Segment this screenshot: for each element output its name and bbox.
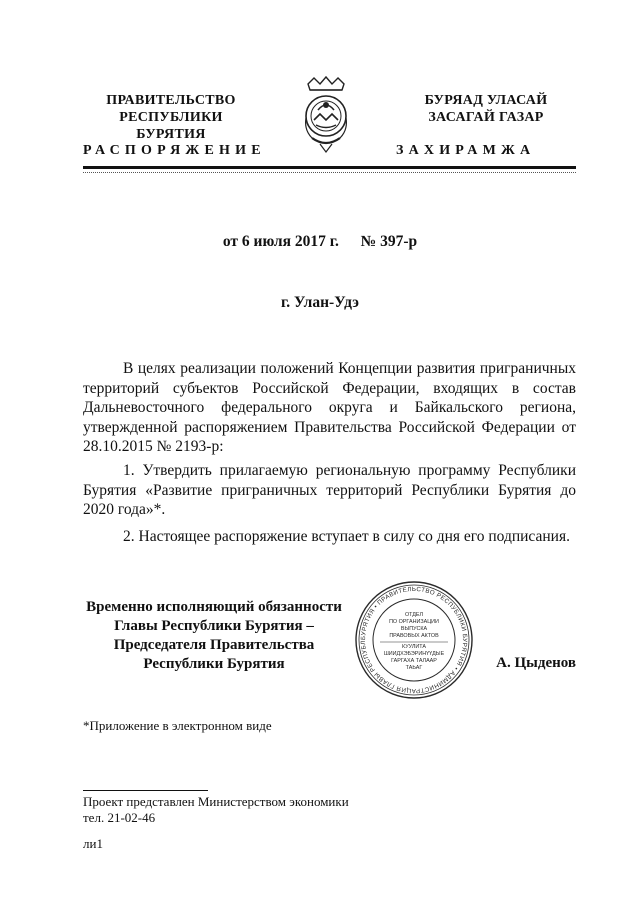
document-city: г. Улан-Удэ	[280, 294, 359, 311]
document-date: от 6 июля 2017 г.	[222, 233, 339, 250]
stamp-line-2: ПО ОРГАНИЗАЦИИ	[389, 619, 439, 625]
header-right-line1: БУРЯАД УЛАСАЙ	[424, 93, 548, 108]
emblem-icon	[298, 74, 354, 156]
signatory-title-line2: Главы Республики Бурятия –	[114, 618, 314, 634]
signatory-title-line3: Председателя Правительства	[113, 637, 315, 653]
header-rule-thick	[83, 166, 576, 169]
project-note: Проект представлен Министерством экономики	[83, 794, 349, 809]
stamp-line-6: ШИИДХЭБЭРИНҮҮДЫЕ	[383, 651, 445, 657]
stamp-line-5: КУУЛИТА	[402, 644, 426, 650]
item-2-paragraph: 2. Настоящее распоряжение вступает в силу со дня его подписания.	[123, 528, 570, 545]
footnote-separator	[83, 790, 208, 791]
header-rule-thin	[83, 172, 576, 174]
signatory-title	[83, 598, 345, 674]
signatory-title-line4: Республики Бурятия	[143, 656, 285, 672]
intro-paragraph: В целях реализации положений Концепции развития приграничных территорий субъектов Российской Федерации, входящих в состав Дальневосточного федерального округа и Байкальского региона, утвержденной распоряжением Правительства Российской Федерации от 28.10.2015 № 2193-р:	[83, 360, 576, 455]
stamp-line-4: ПРАВОВЫХ АКТОВ	[389, 633, 439, 639]
item-1-paragraph: 1. Утвердить прилагаемую региональную программу Республики Бурятия «Развитие приграничных территорий Республики Бурятия до 2020 года»*.	[83, 462, 576, 518]
document-number: № 397-р	[360, 233, 418, 250]
document-date-number	[0, 233, 640, 251]
coat-of-arms-emblem	[298, 74, 354, 156]
header-left-line1: ПРАВИТЕЛЬСТВО	[106, 93, 236, 108]
stamp-ring-text: БУРЯТИЯ • ПРАВИТЕЛЬСТВО РЕСПУБЛИКИ БУРЯТИЯ • АДМИНИСТРАЦИЯ ГЛАВЫ РЕСПУБЛ	[359, 585, 469, 695]
signatory-title-line1: Временно исполняющий обязанности	[86, 599, 342, 615]
phone-note: тел. 21-02-46	[83, 810, 156, 825]
stamp-line-8: ТАЬАГ	[405, 665, 423, 671]
appendix-note: *Приложение в электронном виде	[83, 718, 272, 733]
executor-initials: ли1	[83, 836, 103, 851]
stamp-line-3: ВЫПУСКА	[400, 626, 428, 632]
header-right-line2: ЗАСАГАЙ ГАЗАР	[428, 110, 544, 125]
official-stamp	[354, 580, 474, 700]
header-left-line2: РЕСПУБЛИКИ БУРЯТИЯ	[119, 110, 223, 142]
stamp-line-7: ГАРГАХА ТАЛААР	[391, 658, 437, 664]
document-type-ru: РАСПОРЯЖЕНИЕ	[83, 143, 266, 158]
document-type-bua: ЗАХИРАМЖА	[396, 143, 536, 158]
stamp-seal-icon	[354, 580, 474, 700]
signatory-name: А. Цыденов	[496, 655, 576, 671]
stamp-line-1: ОТДЕЛ	[404, 612, 424, 618]
